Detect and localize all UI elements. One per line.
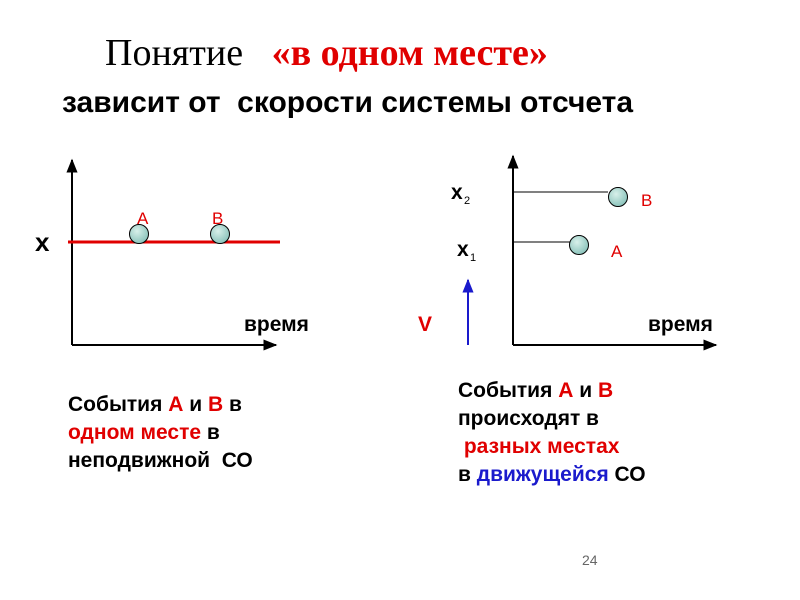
left-axis-x-label: x xyxy=(35,227,50,257)
caption-event-b: В xyxy=(207,393,224,416)
caption-text: СО xyxy=(608,463,646,486)
left-time-label: время xyxy=(244,313,309,336)
velocity-label: V xyxy=(418,313,433,336)
right-x1-label: x xyxy=(457,238,469,261)
caption-event-a: А xyxy=(168,393,184,416)
right-graph xyxy=(418,156,716,345)
left-graph xyxy=(35,160,309,345)
caption-right-line4 xyxy=(458,461,646,489)
left-point-b-label: B xyxy=(212,209,224,228)
right-point-a-marker xyxy=(570,236,589,255)
right-point-a-label: A xyxy=(611,242,623,261)
caption-moving: движущейся xyxy=(476,463,609,486)
caption-right xyxy=(458,377,646,489)
caption-text: События xyxy=(68,393,169,416)
title-highlight: «в одном месте» xyxy=(271,32,548,74)
page-number: 24 xyxy=(582,552,598,568)
caption-right-line2: происходят в xyxy=(458,407,599,430)
caption-text: в xyxy=(223,393,242,416)
left-point-a-label: A xyxy=(137,209,149,228)
caption-left-line3: неподвижной СО xyxy=(68,449,253,472)
caption-right-line1 xyxy=(458,377,646,405)
caption-event-b: В xyxy=(597,379,614,402)
right-time-label: время xyxy=(648,313,713,336)
right-point-b-label: B xyxy=(641,191,653,210)
caption-text: и xyxy=(183,393,208,416)
right-x2-label: x xyxy=(451,181,463,204)
caption-text: События xyxy=(458,379,559,402)
caption-left xyxy=(68,391,253,475)
caption-left-line2 xyxy=(68,419,253,447)
caption-text: в xyxy=(201,421,220,444)
caption-text: в xyxy=(458,463,477,486)
caption-text: и xyxy=(573,379,598,402)
right-x2-subscript: 2 xyxy=(464,195,471,207)
caption-right-line3 xyxy=(458,433,646,461)
title-prefix: Понятие xyxy=(105,32,272,74)
caption-left-line1 xyxy=(68,391,253,419)
caption-event-a: А xyxy=(558,379,574,402)
caption-same-place: одном месте xyxy=(68,421,202,444)
right-x1-subscript: 1 xyxy=(470,252,477,264)
caption-different-places: разных местах xyxy=(463,435,620,458)
slide-subtitle: зависит от скорости системы отсчета xyxy=(62,86,634,119)
right-point-b-marker xyxy=(609,188,628,207)
